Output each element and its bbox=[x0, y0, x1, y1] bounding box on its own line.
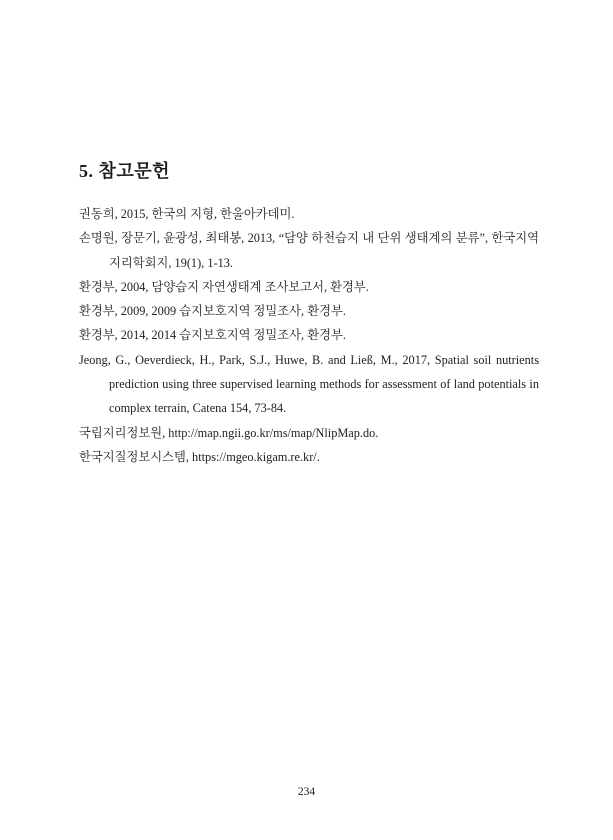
reference-item: 국립지리정보원, http://map.ngii.go.kr/ms/map/NlipMap.do. bbox=[79, 425, 379, 440]
section-title: 참고문헌 bbox=[98, 161, 171, 181]
page-number: 234 bbox=[297, 786, 316, 798]
reference-item: 손명원, 장문기, 윤광성, 최태봉, 2013, “담양 하천습지 내 단위 생태계의 분류”, 한국지역지리학회지, 19(1), 1-13. bbox=[79, 231, 539, 270]
reference-item: 권동희, 2015, 한국의 지형, 한울아카데미. bbox=[79, 207, 295, 221]
section-heading bbox=[79, 157, 170, 183]
reference-item: 환경부, 2009, 2009 습지보호지역 정밀조사, 환경부. bbox=[79, 304, 346, 319]
section-number: 5. bbox=[79, 161, 94, 181]
reference-item: 환경부, 2014, 2014 습지보호지역 정밀조사, 환경부. bbox=[79, 328, 346, 343]
reference-item: Jeong, G., Oeverdieck, H., Park, S.J., Huwe, B. and Ließ, M., 2017, Spatial soil nutrients prediction using three supervised learning methods for assessment of land potentials in complex terrain, Catena 154, 73-84. bbox=[79, 352, 539, 416]
reference-item: 환경부, 2004, 담양습지 자연생태계 조사보고서, 환경부. bbox=[79, 279, 369, 294]
reference-list bbox=[79, 202, 539, 469]
reference-item: 한국지질정보시스템, https://mgeo.kigam.re.kr/. bbox=[79, 449, 320, 464]
